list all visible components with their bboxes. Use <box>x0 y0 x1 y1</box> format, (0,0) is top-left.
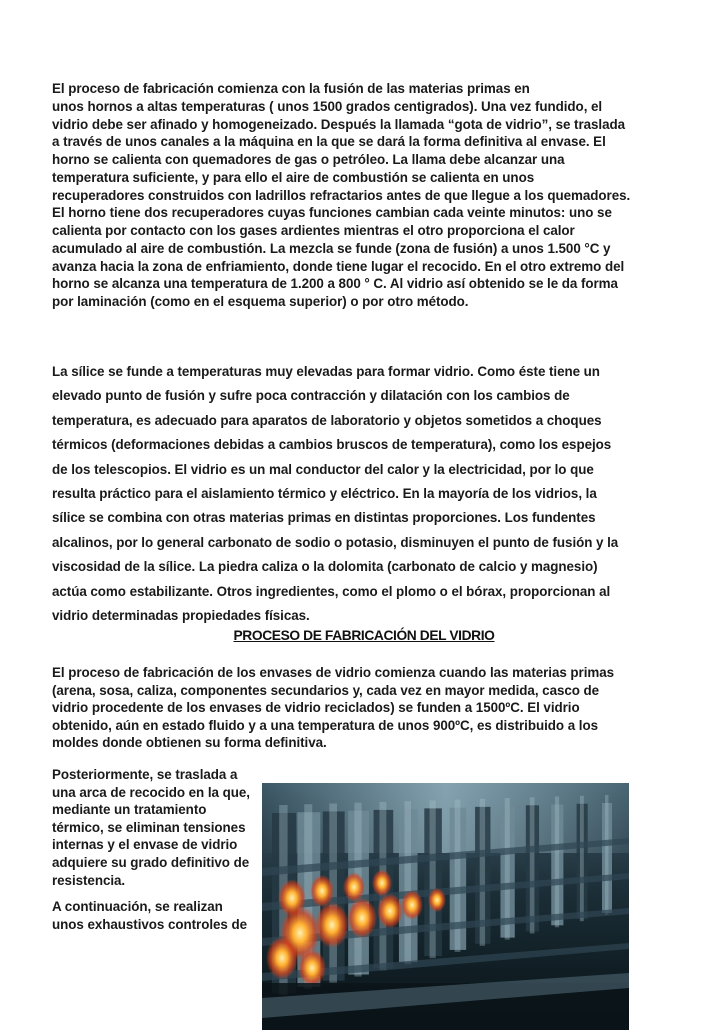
text-line: por laminación (como en el esquema superior) o por otro método. <box>52 294 469 309</box>
text-line: Posteriormente, se traslada a <box>52 767 238 782</box>
text-line: moldes donde obtienen su forma definitiva. <box>52 735 327 751</box>
hot-glass-gob <box>401 890 423 920</box>
machine-rod <box>530 797 535 933</box>
text-line: térmicos (deformaciones debidas a cambios bruscos de temperatura), como los espejos <box>52 437 612 453</box>
hot-glass-gob <box>266 936 298 979</box>
text-line: horno se calienta con quemadores de gas o petróleo. La llama debe alcanzar una <box>52 152 565 167</box>
paragraph-glass-furnace <box>52 80 630 311</box>
glass-machine-illustration <box>262 783 629 1030</box>
machine-rod <box>580 796 584 921</box>
paragraph-silica-properties <box>52 360 618 628</box>
machine-rod <box>555 797 559 928</box>
hot-glass-gob <box>377 893 403 928</box>
text-line: alcalinos, por lo general carbonato de sodio o potasio, disminuyen el punto de fusión y la <box>52 534 619 550</box>
text-line: La sílice se funde a temperaturas muy elevadas para formar vidrio. Como éste tiene un <box>52 364 600 379</box>
text-line: temperatura, es adecuado para aparatos de laboratorio y objetos sometidos a choques <box>52 412 602 428</box>
hot-glass-gob <box>343 872 365 902</box>
hot-glass-gob <box>428 888 446 912</box>
glass-factory-photo <box>262 783 629 1030</box>
text-line: sílice se combina con otras materias primas en distintas proporciones. Los fundentes <box>52 510 596 526</box>
text-line: actúa como estabilizante. Otros ingredientes, como el plomo o el bórax, proporcionan al <box>52 583 611 599</box>
text-line: mediante un tratamiento <box>52 802 207 818</box>
section-title: PROCESO DE FABRICACIÓN DEL VIDRIO <box>233 628 495 643</box>
hot-glass-gob <box>278 879 306 917</box>
text-line: térmico, se eliminan tensiones <box>52 819 246 835</box>
text-line: adquiere su grado definitivo de <box>52 854 250 870</box>
hot-glass-gob <box>372 870 392 897</box>
machine-rod <box>405 801 412 964</box>
text-line: unos exhaustivos controles de <box>52 916 247 932</box>
text-line: acumulado al aire de combustión. La mezcla se funde (zona de fusión) a unos 1.500 °C y <box>52 240 611 256</box>
text-line: El proceso de fabricación comienza con la fusión de las materias primas en <box>52 81 530 96</box>
paragraph-quality-controls <box>52 898 247 933</box>
text-line: de los telescopios. El vidrio es un mal conductor del calor y la electricidad, por lo que <box>52 461 594 477</box>
text-line: una arca de recocido en la que, <box>52 784 250 800</box>
text-line: (arena, sosa, caliza, componentes secundarios y, cada vez en mayor medida, casco de <box>52 682 600 698</box>
text-line: A continuación, se realizan <box>52 899 223 914</box>
text-line: vidrio debe ser afinado y homogeneizado. Después la llamada “gota de vidrio”, se traslada <box>52 116 626 132</box>
text-line: resistencia. <box>52 872 126 888</box>
machine-rod <box>605 795 609 915</box>
text-line: obtenido, aún en estado fluido y a una temperatura de unos 900ºC, es distribuido a los <box>52 717 598 733</box>
machine-rod <box>430 800 436 958</box>
text-line: vidrio procedente de los envases de vidrio reciclados) se funden a 1500ºC. El vidrio <box>52 700 580 716</box>
text-line: a través de unos canales a la máquina en la que se dará la forma definitiva al envase. El <box>52 134 606 150</box>
paragraph-container-process <box>52 664 614 752</box>
paragraph-annealing <box>52 766 250 889</box>
text-line: unos hornos a altas temperaturas ( unos 1500 grados centigrados). Una vez fundido, el <box>52 98 603 114</box>
text-line: temperatura suficiente, y para ello el aire de combustión se calienta en unos <box>52 169 535 185</box>
hot-glass-gob <box>347 898 377 939</box>
text-line: El horno tiene dos recuperadores cuyas funciones cambian cada veinte minutos: uno se <box>52 205 612 221</box>
hot-glass-gob <box>298 949 326 987</box>
text-line: vidrio determinadas propiedades físicas. <box>52 608 310 624</box>
text-line: horno se alcanza una temperatura de 1.200 a 800 ° C. Al vidrio así obtenido se le da forma <box>52 276 618 292</box>
text-line: internas y el envase de vidrio <box>52 837 238 853</box>
text-line: resulta práctico para el aislamiento térmico y eléctrico. En la mayoría de los vidrios, la <box>52 486 597 502</box>
text-line: recuperadores construidos con ladrillos refractarios antes de que llegue a los quemadores. <box>52 187 631 203</box>
hot-glass-gob <box>310 875 334 907</box>
text-line: El proceso de fabricación de los envases de vidrio comienza cuando las materias primas <box>52 665 615 680</box>
text-line: viscosidad de la sílice. La piedra caliza o la dolomita (carbonato de calcio y magnesio) <box>52 559 598 575</box>
text-line: elevado punto de fusión y sufre poca contracción y dilatación con los cambios de <box>52 388 570 404</box>
hot-glass-gob <box>315 902 349 948</box>
text-line: avanza hacia la zona de enfriamiento, donde tiene lugar el recocido. En el otro extremo del <box>52 258 625 274</box>
text-line: calienta por contacto con los gases ardientes mientras el otro proporciona el calor <box>52 223 575 238</box>
